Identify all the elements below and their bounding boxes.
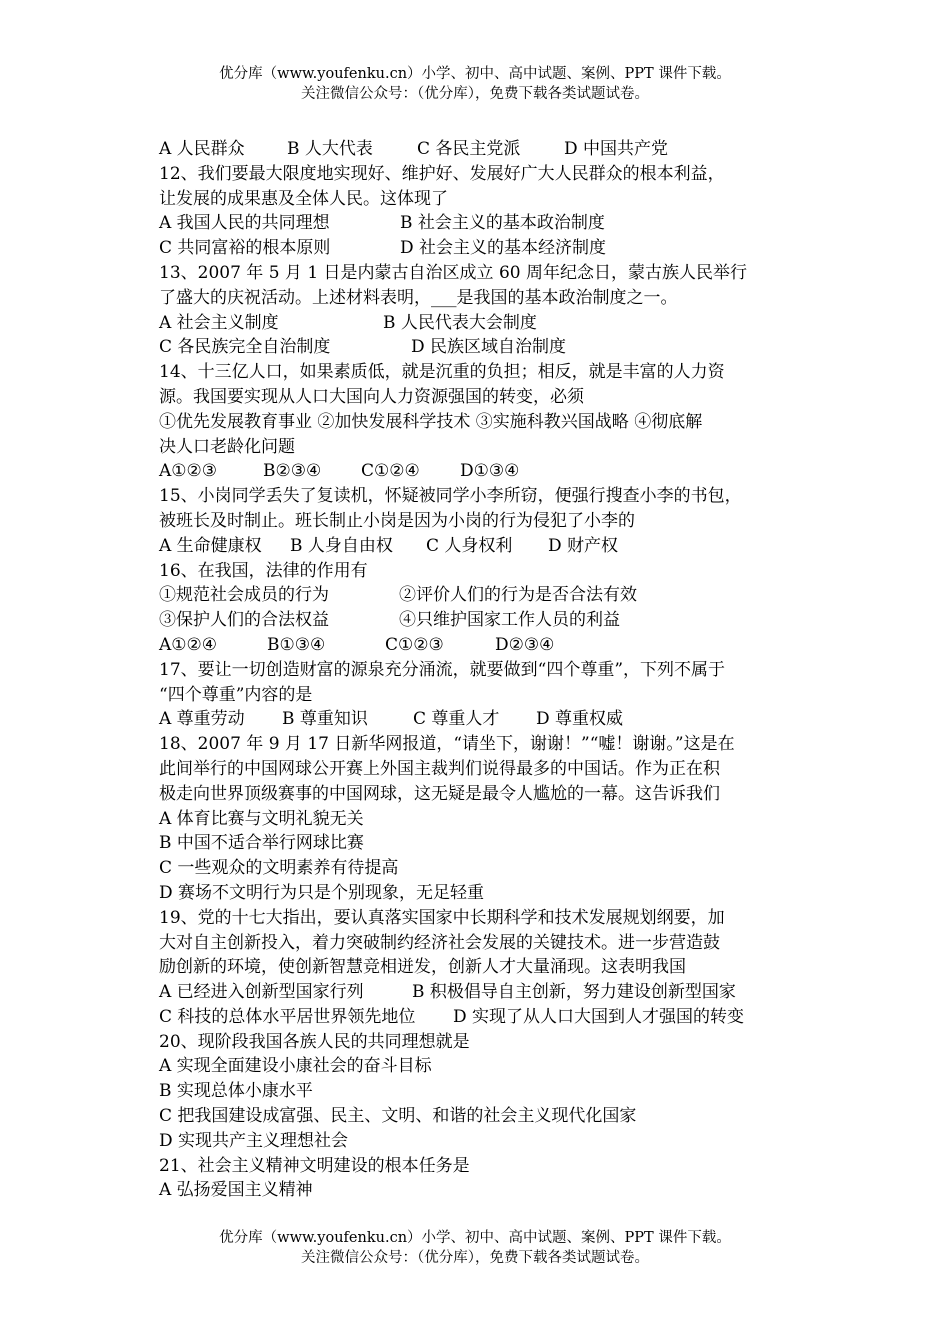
- q15-option-b: B 人身自由权: [290, 535, 393, 556]
- q16-item-4: ④只维护国家工作人员的利益: [399, 610, 620, 631]
- q18-option-b: B 中国不适合举行网球比赛: [159, 833, 364, 854]
- q14-option-d: D①③④: [460, 461, 520, 482]
- footer-line-1: 优分库（www.youfenku.cn）小学、初中、高中试题、案例、PPT 课件下载。: [219, 1230, 731, 1246]
- q16-item-2: ②评价人们的行为是否合法有效: [399, 585, 637, 606]
- header-line-1: 优分库（www.youfenku.cn）小学、初中、高中试题、案例、PPT 课件下载。: [219, 66, 731, 82]
- q20-stem: 20、现阶段我国各族人民的共同理想就是: [159, 1031, 470, 1052]
- footer-line-2: 关注微信公众号：（优分库），免费下载各类试题试卷。: [301, 1250, 649, 1266]
- q11-option-a: A 人民群众: [159, 139, 245, 159]
- q14-option-c: C①②④: [361, 461, 420, 482]
- q16-items-34: [159, 608, 809, 633]
- q14-stem-line-2: 源。我国要实现从人口大国向人力资源强国的转变，必须: [159, 386, 584, 407]
- q15-option-c: C 人身权利: [426, 535, 513, 556]
- q12-stem-line-2: 让发展的成果惠及全体人民。这体现了: [159, 188, 448, 209]
- q12-option-c: C 共同富裕的根本原则: [159, 238, 331, 259]
- q17-stem-line-1: 17、要让一切创造财富的源泉充分涌流，就要做到“四个尊重”，下列不属于: [159, 659, 726, 680]
- q16-option-a: A①②④: [159, 634, 217, 655]
- q14-option-a: A①②③: [159, 461, 217, 482]
- q15-options: [159, 534, 809, 559]
- q18-option-a: A 体育比赛与文明礼貌无关: [159, 808, 364, 829]
- q18-option-c: C 一些观众的文明素养有待提高: [159, 858, 399, 879]
- q16-option-c: C①②③: [385, 634, 444, 655]
- q16-option-b: B①③④: [267, 634, 326, 655]
- q16-items-12: [159, 583, 809, 608]
- q17-option-a: A 尊重劳动: [159, 709, 245, 730]
- q19-option-c: C 科技的总体水平居世界领先地位: [159, 1006, 416, 1027]
- q17-options: [159, 707, 809, 732]
- q17-stem-line-2: “四个尊重”内容的是: [159, 684, 313, 705]
- q14-items-line-1: ①优先发展教育事业 ②加快发展科学技术 ③实施科教兴国战略 ④彻底解: [159, 411, 703, 432]
- q12-option-b: B 社会主义的基本政治制度: [400, 213, 605, 234]
- q19-option-b: B 积极倡导自主创新，努力建设创新型国家: [412, 982, 736, 1003]
- q15-option-a: A 生命健康权: [159, 535, 262, 556]
- q13-option-c: C 各民族完全自治制度: [159, 337, 331, 358]
- q15-stem-line-2: 被班长及时制止。班长制止小岗是因为小岗的行为侵犯了小李的: [159, 510, 635, 531]
- page-footer: [0, 1228, 950, 1268]
- q12-stem-line-1: 12、我们要最大限度地实现好、维护好、发展好广大人民群众的根本利益，: [159, 163, 725, 184]
- q19-option-d: D 实现了从人口大国到人才强国的转变: [453, 1006, 745, 1027]
- q17-option-d: D 尊重权威: [536, 709, 624, 730]
- q14-items-line-2: 决人口老龄化问题: [159, 436, 295, 457]
- q19-options-cd: [159, 1005, 809, 1030]
- page-header: [0, 64, 950, 104]
- q19-stem-line-2: 大对自主创新投入，着力突破制约经济社会发展的关键技术。进一步营造鼓: [159, 932, 720, 953]
- q16-option-d: D②③④: [495, 634, 555, 655]
- q14-option-b: B②③④: [263, 461, 322, 482]
- q18-stem-line-2: 此间举行的中国网球公开赛上外国主裁判们说得最多的中国话。作为正在积: [159, 758, 720, 779]
- q11-option-d: D 中国共产党: [564, 139, 669, 159]
- q11-option-c: C 各民主党派: [417, 139, 521, 159]
- q20-option-d: D 实现共产主义理想社会: [159, 1130, 349, 1151]
- exam-content: [159, 137, 809, 1203]
- q21-stem: 21、社会主义精神文明建设的根本任务是: [159, 1155, 470, 1176]
- q21-option-a: A 弘扬爱国主义精神: [159, 1180, 313, 1201]
- q16-item-1: ①规范社会成员的行为: [159, 585, 329, 606]
- q12-option-a: A 我国人民的共同理想: [159, 213, 330, 234]
- q20-option-c: C 把我国建设成富强、民主、文明、和谐的社会主义现代化国家: [159, 1106, 637, 1127]
- q14-options: [159, 459, 809, 484]
- q16-options: [159, 633, 809, 658]
- q12-options-cd: [159, 236, 809, 261]
- q13-stem-line-2: 了盛大的庆祝活动。上述材料表明，___是我国的基本政治制度之一。: [159, 287, 678, 308]
- q13-options-ab: [159, 311, 809, 336]
- q12-option-d: D 社会主义的基本经济制度: [400, 238, 607, 259]
- q11-options: [159, 137, 809, 162]
- q16-stem: 16、在我国，法律的作用有: [159, 560, 368, 581]
- q11-option-b: B 人大代表: [287, 139, 373, 159]
- q18-stem-line-3: 极走向世界顶级赛事的中国网球，这无疑是最令人尴尬的一幕。这告诉我们: [159, 783, 720, 804]
- q15-option-d: D 财产权: [548, 535, 619, 556]
- q19-option-a: A 已经进入创新型国家行列: [159, 982, 364, 1003]
- q13-options-cd: [159, 335, 809, 360]
- q17-option-c: C 尊重人才: [413, 709, 500, 730]
- q19-stem-line-1: 19、党的十七大指出，要认真落实国家中长期科学和技术发展规划纲要，加: [159, 907, 725, 928]
- q16-item-3: ③保护人们的合法权益: [159, 610, 329, 631]
- q12-options-ab: [159, 211, 809, 236]
- q13-stem-line-1: 13、2007 年 5 月 1 日是内蒙古自治区成立 60 周年纪念日，蒙古族人民举行: [159, 262, 747, 283]
- header-line-2: 关注微信公众号：（优分库），免费下载各类试题试卷。: [301, 86, 649, 102]
- q13-option-b: B 人民代表大会制度: [383, 312, 537, 333]
- q19-options-ab: [159, 980, 809, 1005]
- q19-stem-line-3: 励创新的环境，使创新智慧竞相迸发，创新人才大量涌现。这表明我国: [159, 957, 686, 978]
- q13-option-a: A 社会主义制度: [159, 312, 279, 333]
- q13-option-d: D 民族区域自治制度: [411, 337, 567, 358]
- q18-stem-line-1: 18、2007 年 9 月 17 日新华网报道，“请坐下，谢谢！”“嘘！谢谢。”这是在: [159, 734, 735, 755]
- q17-option-b: B 尊重知识: [282, 709, 368, 730]
- q15-stem-line-1: 15、小岗同学丢失了复读机，怀疑被同学小李所窃，便强行搜查小李的书包，: [159, 486, 742, 507]
- q20-option-a: A 实现全面建设小康社会的奋斗目标: [159, 1056, 432, 1077]
- q20-option-b: B 实现总体小康水平: [159, 1081, 313, 1102]
- q18-option-d: D 赛场不文明行为只是个别现象，无足轻重: [159, 882, 485, 903]
- q14-stem-line-1: 14、十三亿人口，如果素质低，就是沉重的负担；相反，就是丰富的人力资: [159, 362, 725, 383]
